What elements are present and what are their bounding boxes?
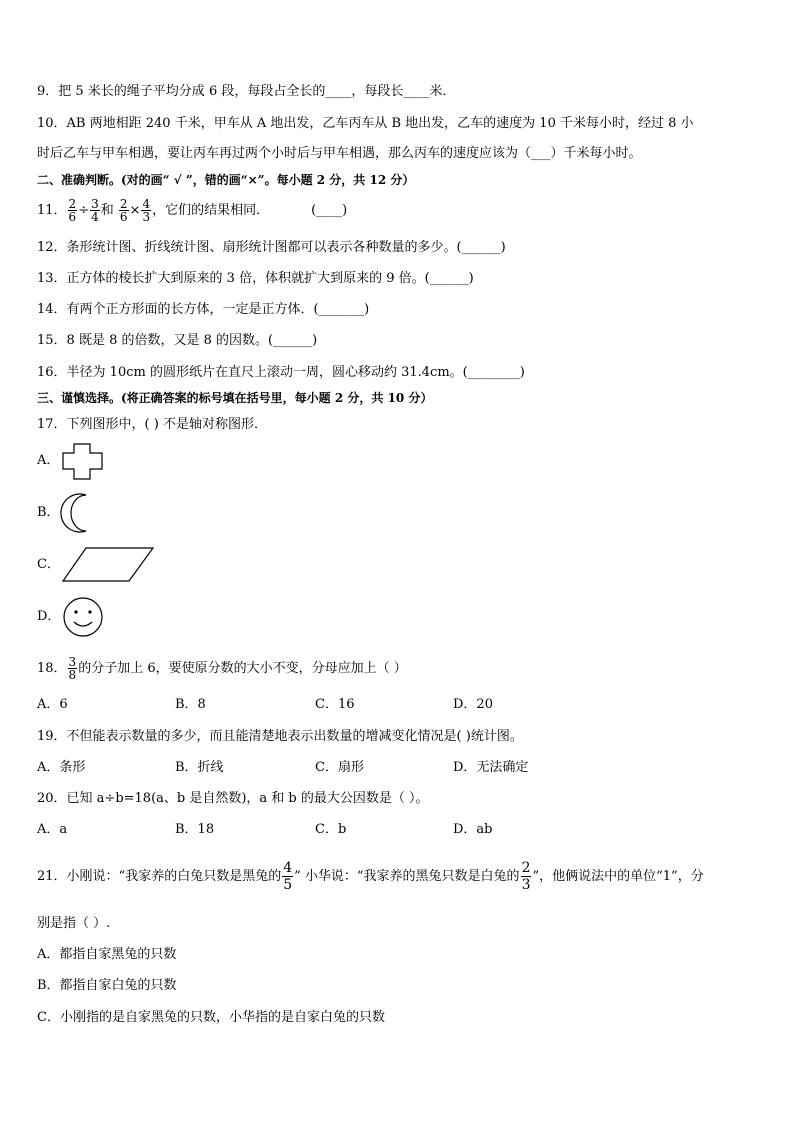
question-15: 15．8 既是 8 的倍数，又是 8 的因数。(______): [37, 333, 318, 348]
fraction: $\frac{3}{4}$: [91, 197, 99, 224]
cross-shape-icon: [62, 443, 104, 481]
q20-option-c[interactable]: C．b: [315, 822, 347, 837]
q20-option-a[interactable]: A．a: [37, 822, 68, 837]
section-3-heading: 三、谨慎选择。(将正确答案的标号填在括号里，每小题 2 分，共 10 分）: [37, 391, 433, 405]
q19-option-b[interactable]: B．折线: [175, 760, 224, 775]
q18-prefix: 18．: [37, 661, 67, 676]
q18-option-d[interactable]: D．20: [453, 697, 493, 712]
fraction: $\frac{4}{5}$: [283, 860, 293, 893]
question-14: 14．有两个正方形面的长方体，一定是正方体．(_______): [37, 302, 370, 317]
q11-answer-blank[interactable]: (____): [311, 203, 348, 218]
section-2-heading: 二、准确判断。(对的画“ √ ”，错的画“×”。每小题 2 分，共 12 分）: [37, 173, 415, 187]
question-10-line1: 10．AB 两地相距 240 千米，甲车从 A 地出发，乙车丙车从 B 地出发，乙车的速度为 10 千米每小时，经过 8 小: [37, 116, 694, 131]
question-21-line2: 别是指（ ）.: [37, 916, 111, 931]
question-20-stem: 20．已知 a÷b=18(a、b 是自然数)，a 和 b 的最大公因数是（ ）。: [37, 791, 429, 806]
multiply-sign: ×: [129, 203, 141, 218]
q21-option-c[interactable]: C．小刚指的是自家黑兔的只数，小华指的是自家白兔的只数: [37, 1010, 385, 1025]
question-18-stem: [37, 656, 407, 681]
q18-option-b[interactable]: B．8: [175, 697, 206, 712]
fraction: $\frac{2}{6}$: [119, 197, 128, 224]
question-12: 12．条形统计图、折线统计图、扇形统计图都可以表示各种数量的多少。(______): [37, 240, 506, 255]
q20-option-b[interactable]: B．18: [175, 822, 215, 837]
q18-text: 的分子加上 6，要使原分数的大小不变，分母应加上（ ）: [78, 661, 407, 676]
question-9: [37, 83, 455, 101]
question-21-line1: [37, 858, 704, 896]
q11-prefix: 11．: [37, 203, 67, 218]
q9-text-a: 9．把 5 米长的绳子平均分成 6 段，每段占全长的: [37, 84, 326, 99]
q9-text-c: 米．: [429, 84, 456, 99]
fraction: $\frac{4}{3}$: [142, 197, 151, 224]
q11-and: 和: [100, 203, 114, 218]
q20-option-d[interactable]: D．ab: [453, 822, 493, 837]
q17-option-a-label[interactable]: A．: [37, 453, 60, 468]
q17-option-c-label[interactable]: C．: [37, 557, 60, 572]
q17-option-d-label[interactable]: D．: [37, 609, 61, 624]
question-16: 16．半径为 10cm 的圆形纸片在直尺上滚动一周，圆心移动约 31.4cm。(________): [37, 365, 525, 380]
crescent-moon-icon: [62, 493, 94, 535]
q9-blank-b[interactable]: ____: [403, 84, 430, 99]
q17-option-b-label[interactable]: B．: [37, 505, 60, 520]
q21-option-a[interactable]: A．都指自家黑兔的只数: [37, 947, 177, 962]
fraction: $\frac{3}{8}$: [68, 655, 77, 682]
fraction: $\frac{2}{3}$: [521, 860, 531, 893]
q19-option-a[interactable]: A．条形: [37, 760, 86, 775]
smiley-face-icon: [63, 597, 105, 639]
q9-blank-a[interactable]: ____: [325, 84, 352, 99]
q21-part1: 21．小刚说：“我家养的白兔只数是黑兔的: [37, 869, 282, 884]
q21-part3: ”，他俩说法中的单位“1”，分: [532, 869, 704, 884]
parallelogram-icon: [62, 547, 156, 583]
question-19-stem: 19．不但能表示数量的多少，而且能清楚地表示出数量的增减变化情况是( )统计图。: [37, 729, 523, 744]
q19-option-c[interactable]: C．扇形: [315, 760, 364, 775]
question-17-stem: 17．下列图形中，( ) 不是轴对称图形．: [37, 417, 267, 432]
q18-option-a[interactable]: A．6: [37, 697, 68, 712]
fraction: $\frac{2}{6}$: [68, 197, 77, 224]
q18-option-c[interactable]: C．16: [315, 697, 355, 712]
q9-text-b: ，每段长: [351, 84, 404, 99]
q21-option-b[interactable]: B．都指自家白兔的只数: [37, 978, 177, 993]
question-10-line2: 时后乙车与甲车相遇，要让丙车再过两个小时后与甲车相遇，那么丙车的速度应该为（___）千米每小时。: [37, 146, 642, 161]
divide-sign: ÷: [78, 203, 90, 218]
question-11: [37, 198, 347, 224]
q21-part2: ” 小华说：“我家养的黑兔只数是白兔的: [294, 869, 520, 884]
question-13: 13．正方体的棱长扩大到原来的 3 倍，体积就扩大到原来的 9 倍。(______): [37, 271, 474, 286]
q11-suffix: ，它们的结果相同．: [152, 203, 270, 218]
q19-option-d[interactable]: D．无法确定: [453, 760, 529, 775]
